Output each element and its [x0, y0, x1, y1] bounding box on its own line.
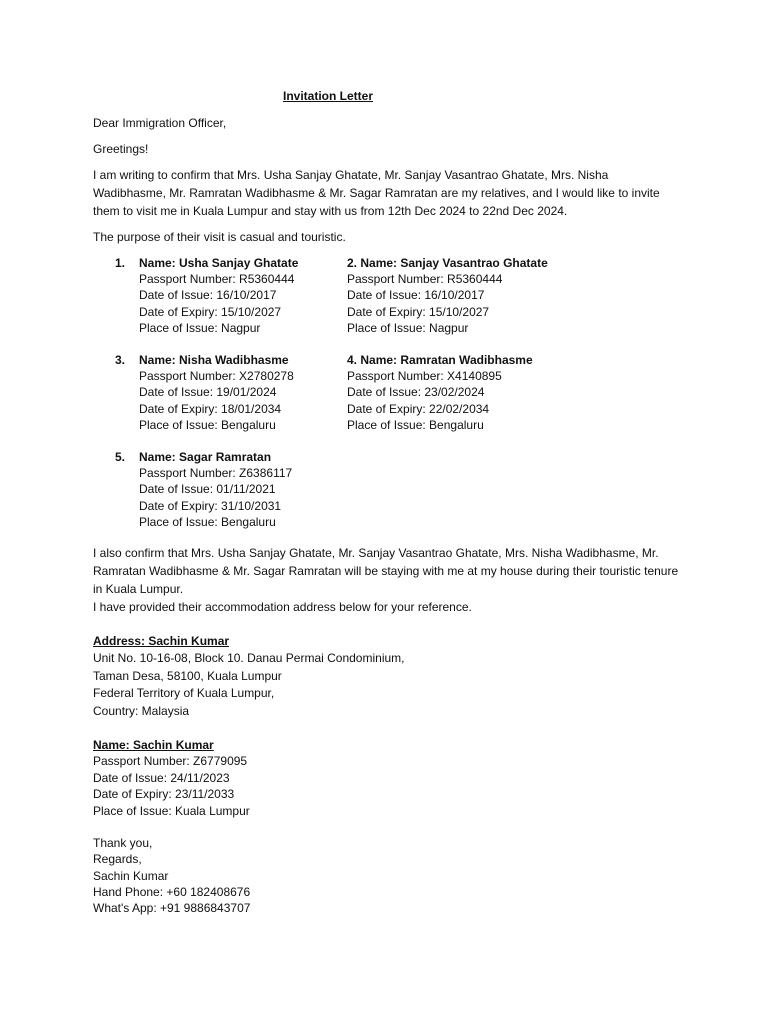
letter-page [93, 86, 683, 916]
relatives-list [115, 255, 683, 530]
relative-issue-place: Place of Issue: Bengaluru [139, 514, 276, 529]
host-issue-date: Date of Issue: 24/11/2023 [93, 770, 230, 785]
relative-issue-date: Date of Issue: 16/10/2017 [347, 288, 485, 303]
address-line: Federal Territory of Kuala Lumpur, [93, 686, 275, 701]
relative-number: 4. [347, 353, 358, 368]
relative-expiry-date: Date of Expiry: 18/01/2034 [139, 401, 282, 416]
relative-issue-place: Place of Issue: Bengaluru [139, 417, 276, 432]
relative-number: 1. [115, 256, 126, 270]
salutation: Dear Immigration Officer, [93, 116, 227, 130]
relative-name: Name: Usha Sanjay Ghatate [139, 256, 299, 270]
intro-paragraph: I am writing to confirm that Mrs. Usha Sanjay Ghatate, Mr. Sanjay Vasantrao Ghatate, Mrs. Nisha Wadibhasme, Mr. Ramratan Wadibhasme & Mr. Sagar Ramratan are my relatives, and I would like to invite them to visit me in Kuala Lumpur and stay with us from 12th Dec 2024 to 22nd Dec 2024. [93, 168, 660, 218]
address-line: Country: Malaysia [93, 703, 190, 718]
relative-expiry-date: Date of Expiry: 15/10/2027 [139, 304, 282, 319]
closing-thanks: Thank you, [93, 836, 153, 851]
relative-passport: Passport Number: R5360444 [347, 272, 503, 287]
closing-phone: Hand Phone: +60 182408676 [93, 884, 251, 899]
host-issue-place: Place of Issue: Kuala Lumpur [93, 803, 250, 818]
address-block [93, 633, 683, 720]
relative-1 [115, 255, 347, 336]
address-line: Unit No. 10-16-08, Block 10. Danau Permai Condominium, [93, 651, 405, 666]
relative-2 [347, 255, 647, 336]
relative-issue-date: Date of Issue: 19/01/2024 [139, 385, 277, 400]
relative-name: Name: Ramratan Wadibhasme [360, 353, 533, 368]
relative-issue-place: Place of Issue: Nagpur [347, 320, 469, 335]
host-passport: Passport Number: Z6779095 [93, 754, 248, 769]
closing-regards: Regards, [93, 852, 142, 867]
relative-passport: Passport Number: X2780278 [139, 369, 294, 384]
host-expiry-date: Date of Expiry: 23/11/2033 [93, 787, 235, 802]
relative-name: Name: Nisha Wadibhasme [139, 353, 289, 368]
closing-block [93, 835, 683, 916]
purpose-paragraph: The purpose of their visit is casual and touristic. [93, 230, 346, 244]
closing-whatsapp: What's App: +91 9886843707 [93, 900, 251, 915]
provided-paragraph: I have provided their accommodation address below for your reference. [93, 600, 472, 615]
relative-number: 3. [115, 353, 126, 368]
address-line: Taman Desa, 58100, Kuala Lumpur [93, 668, 282, 683]
relative-issue-place: Place of Issue: Nagpur [139, 320, 261, 335]
relative-passport: Passport Number: X4140895 [347, 369, 502, 384]
relative-passport: Passport Number: R5360444 [139, 272, 295, 287]
address-heading: Address: Sachin Kumar [93, 634, 230, 649]
relative-name: Name: Sagar Ramratan [139, 450, 272, 465]
relative-expiry-date: Date of Expiry: 15/10/2027 [347, 304, 490, 319]
host-block [93, 737, 683, 819]
relative-issue-date: Date of Issue: 01/11/2021 [139, 482, 276, 497]
relative-issue-date: Date of Issue: 23/02/2024 [347, 385, 485, 400]
relative-name: Name: Sanjay Vasantrao Ghatate [360, 256, 548, 270]
closing-signature: Sachin Kumar [93, 868, 169, 883]
greeting: Greetings! [93, 142, 149, 156]
host-heading: Name: Sachin Kumar [93, 738, 214, 753]
confirm-paragraph: I also confirm that Mrs. Usha Sanjay Ghatate, Mr. Sanjay Vasantrao Ghatate, Mrs. Nisha Wadibhasme, Mr. Ramratan Wadibhasme & Mr. Sagar Ramratan will be staying with me at my house during their touristic tenure in Kuala Lumpur. [93, 546, 679, 597]
relative-expiry-date: Date of Expiry: 31/10/2031 [139, 498, 282, 513]
relative-issue-date: Date of Issue: 16/10/2017 [139, 288, 277, 303]
relative-5 [115, 449, 347, 530]
relative-number: 2. [347, 256, 358, 270]
letter-title: Invitation Letter [282, 89, 373, 103]
relative-expiry-date: Date of Expiry: 22/02/2034 [347, 401, 490, 416]
relative-number: 5. [115, 450, 126, 465]
relative-passport: Passport Number: Z6386117 [139, 466, 293, 481]
relative-3 [115, 352, 347, 433]
relative-4 [347, 352, 647, 433]
relative-issue-place: Place of Issue: Bengaluru [347, 417, 484, 432]
